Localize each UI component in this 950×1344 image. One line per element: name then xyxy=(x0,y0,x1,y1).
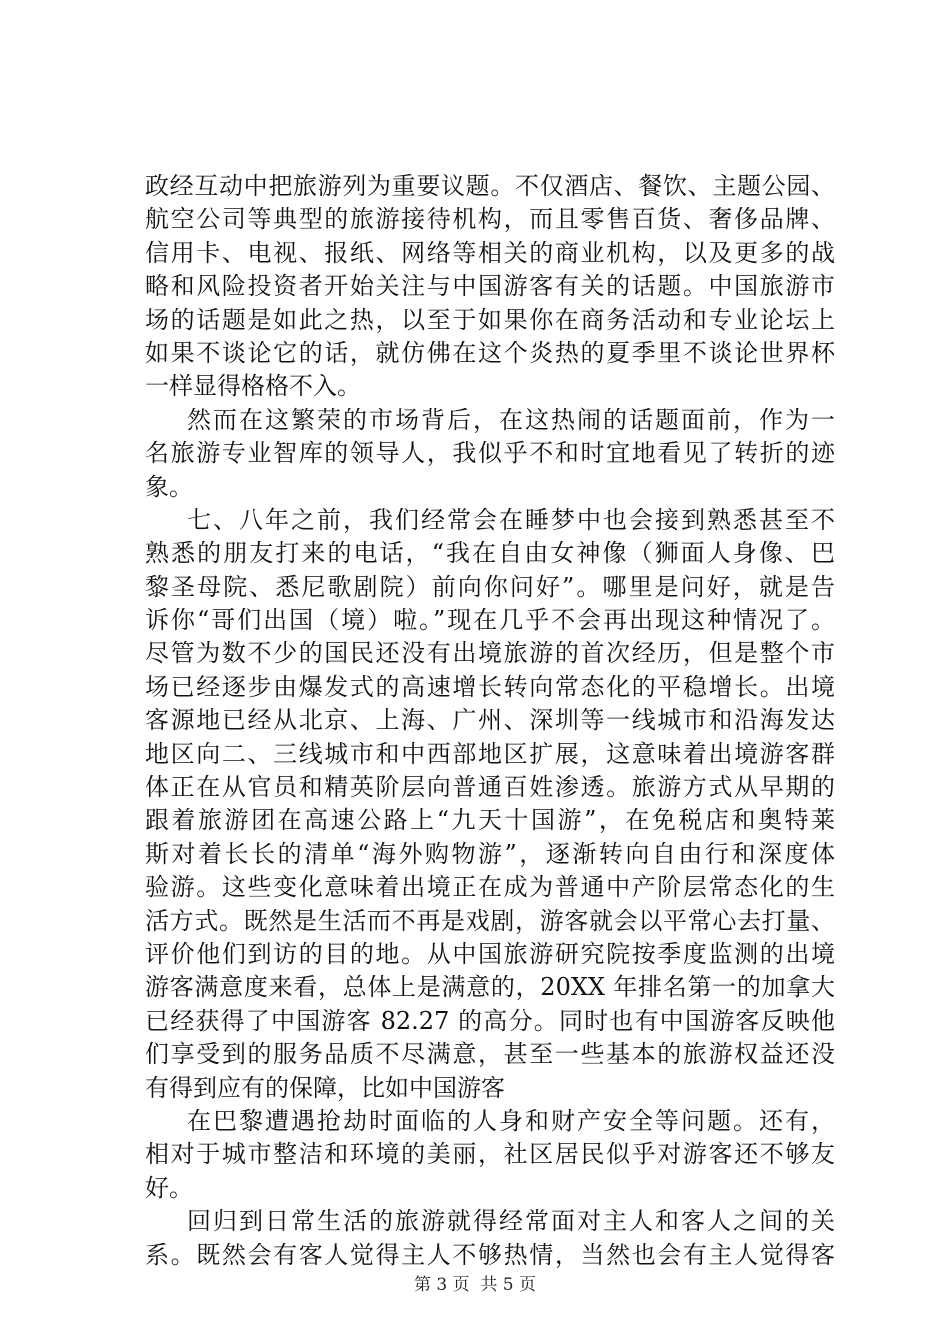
paragraph-1 xyxy=(145,170,835,404)
paragraph-5 xyxy=(145,1205,835,1272)
text-line: 诉你“哥们出国（境）啦。”现在几乎不会再出现这种情况了。 xyxy=(145,606,835,635)
text-line: 有得到应有的保障，比如中国游客 xyxy=(145,1073,505,1102)
text-line: 地区向二、三线城市和中西部地区扩展，这意味着出境游客群 xyxy=(145,739,835,768)
text-line: 尽管为数不少的国民还没有出境旅游的首次经历，但是整个市 xyxy=(145,639,835,668)
text-line: 航空公司等典型的旅游接待机构，而且零售百货、奢侈品牌、 xyxy=(145,205,835,234)
text-line: 名旅游专业智库的领导人，我似乎不和时宜地看见了转折的迹 xyxy=(145,439,835,468)
text-line: 已经获得了中国游客 82.27 的高分。同时也有中国游客反映他 xyxy=(145,1006,835,1035)
text-line: 场的话题是如此之热，以至于如果你在商务活动和专业论坛上 xyxy=(145,305,835,334)
text-line: 客源地已经从北京、上海、广州、深圳等一线城市和沿海发达 xyxy=(145,706,835,735)
text-line: 七、八年之前，我们经常会在睡梦中也会接到熟悉甚至不 xyxy=(187,505,835,534)
text-line: 跟着旅游团在高速公路上“九天十国游”，在免税店和奥特莱 xyxy=(145,806,835,835)
text-line: 好。 xyxy=(145,1173,193,1202)
text-line: 如果不谈论它的话，就仿佛在这个炎热的夏季里不谈论世界杯 xyxy=(145,338,835,367)
text-line: 游客满意度来看，总体上是满意的，20XX 年排名第一的加拿大 xyxy=(145,973,835,1002)
text-line: 评价他们到访的目的地。从中国旅游研究院按季度监测的出境 xyxy=(145,939,835,968)
paragraph-2 xyxy=(145,404,835,504)
text-line: 政经互动中把旅游列为重要议题。不仅酒店、餐饮、主题公园、 xyxy=(145,172,835,200)
text-line: 黎圣母院、悉尼歌剧院）前向你问好”。哪里是问好，就是告 xyxy=(145,572,835,601)
text-line: 略和风险投资者开始关注与中国游客有关的话题。中国旅游市 xyxy=(145,272,835,301)
text-line: 活方式。既然是生活而不再是戏剧，游客就会以平常心去打量、 xyxy=(145,906,835,935)
text-line: 信用卡、电视、报纸、网络等相关的商业机构，以及更多的战 xyxy=(145,238,835,267)
text-line: 系。既然会有客人觉得主人不够热情，当然也会有主人觉得客 xyxy=(145,1240,835,1269)
text-line: 体正在从官员和精英阶层向普通百姓渗透。旅游方式从早期的 xyxy=(145,773,835,802)
text-line: 然而在这繁荣的市场背后，在这热闹的话题面前，作为一 xyxy=(187,405,835,434)
text-line: 在巴黎遭遇抢劫时面临的人身和财产安全等问题。还有， xyxy=(187,1106,835,1135)
text-line: 相对于城市整洁和环境的美丽，社区居民似乎对游客还不够友 xyxy=(145,1140,835,1169)
paragraph-4 xyxy=(145,1105,835,1205)
text-line: 一样显得格格不入。 xyxy=(145,372,361,401)
page-footer xyxy=(0,1270,950,1295)
text-line: 熟悉的朋友打来的电话，“我在自由女神像（狮面人身像、巴 xyxy=(145,539,835,568)
text-line: 们享受到的服务品质不尽满意，甚至一些基本的旅游权益还没 xyxy=(145,1040,835,1069)
document-body xyxy=(145,170,835,1272)
text-line: 验游。这些变化意味着出境正在成为普通中产阶层常态化的生 xyxy=(145,873,835,902)
page-number-label: 第 3 页 共 5 页 xyxy=(413,1275,537,1295)
text-line: 象。 xyxy=(145,472,193,501)
text-line: 回归到日常生活的旅游就得经常面对主人和客人之间的关 xyxy=(187,1207,835,1236)
paragraph-3 xyxy=(145,504,835,1105)
text-line: 场已经逐步由爆发式的高速增长转向常态化的平稳增长。出境 xyxy=(145,672,835,701)
text-line: 斯对着长长的清单“海外购物游”，逐渐转向自由行和深度体 xyxy=(145,839,835,868)
